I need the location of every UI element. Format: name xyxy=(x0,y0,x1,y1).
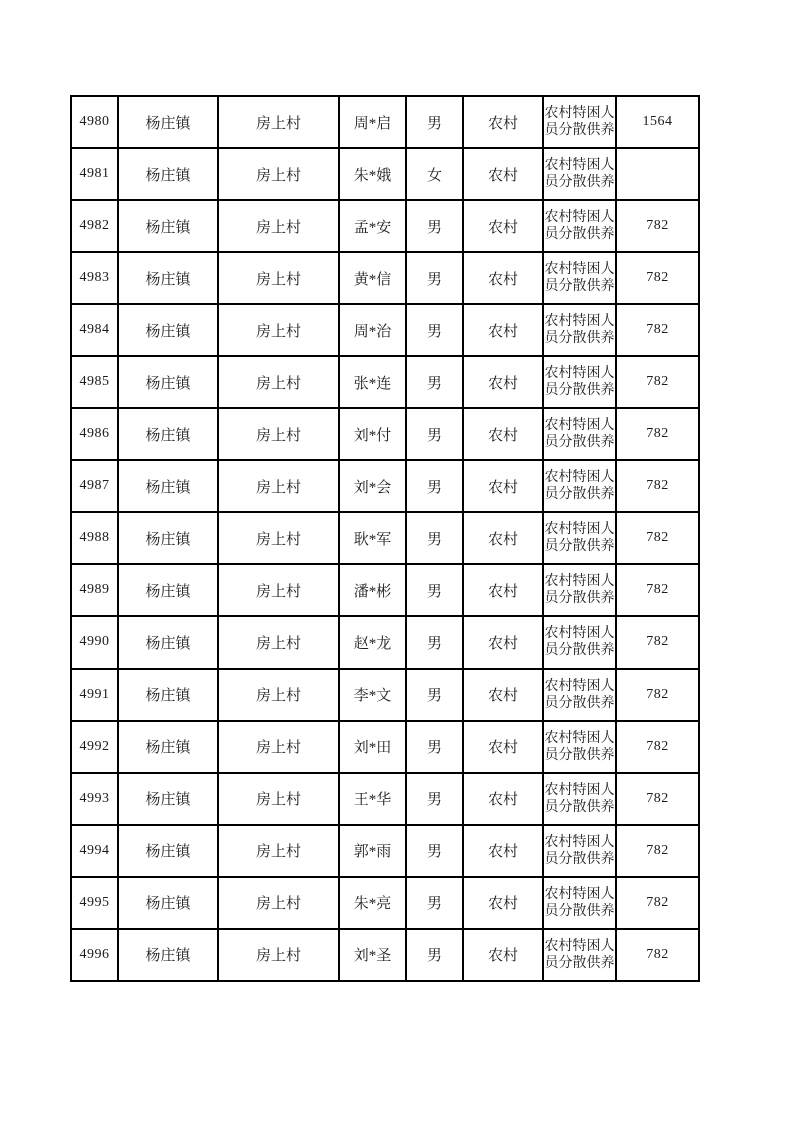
cell-residence-type: 农村 xyxy=(463,669,543,721)
cell-amount: 1564 xyxy=(616,96,699,148)
cell-residence-type: 农村 xyxy=(463,512,543,564)
cell-residence-type: 农村 xyxy=(463,721,543,773)
cell-town: 杨庄镇 xyxy=(118,721,218,773)
cell-serial-number: 4986 xyxy=(71,408,118,460)
cell-amount: 782 xyxy=(616,877,699,929)
table-row xyxy=(71,356,699,408)
cell-subsidy-category: 农村特困人员分散供养 xyxy=(543,929,616,981)
cell-amount: 782 xyxy=(616,929,699,981)
cell-town: 杨庄镇 xyxy=(118,148,218,200)
cell-serial-number: 4995 xyxy=(71,877,118,929)
table-row xyxy=(71,460,699,512)
cell-amount: 782 xyxy=(616,721,699,773)
cell-town: 杨庄镇 xyxy=(118,252,218,304)
cell-amount: 782 xyxy=(616,773,699,825)
table-row xyxy=(71,408,699,460)
table-row xyxy=(71,96,699,148)
cell-residence-type: 农村 xyxy=(463,408,543,460)
cell-amount: 782 xyxy=(616,616,699,668)
cell-village: 房上村 xyxy=(218,304,339,356)
table-row xyxy=(71,148,699,200)
cell-amount: 782 xyxy=(616,356,699,408)
cell-residence-type: 农村 xyxy=(463,825,543,877)
cell-amount: 782 xyxy=(616,825,699,877)
cell-serial-number: 4989 xyxy=(71,564,118,616)
cell-gender: 男 xyxy=(406,356,463,408)
cell-serial-number: 4981 xyxy=(71,148,118,200)
cell-village: 房上村 xyxy=(218,252,339,304)
cell-village: 房上村 xyxy=(218,460,339,512)
cell-person-name: 黄*信 xyxy=(339,252,406,304)
cell-village: 房上村 xyxy=(218,200,339,252)
cell-person-name: 赵*龙 xyxy=(339,616,406,668)
cell-town: 杨庄镇 xyxy=(118,460,218,512)
cell-village: 房上村 xyxy=(218,148,339,200)
cell-town: 杨庄镇 xyxy=(118,304,218,356)
cell-gender: 男 xyxy=(406,773,463,825)
cell-person-name: 周*启 xyxy=(339,96,406,148)
cell-town: 杨庄镇 xyxy=(118,200,218,252)
table-row xyxy=(71,773,699,825)
cell-serial-number: 4988 xyxy=(71,512,118,564)
cell-person-name: 刘*田 xyxy=(339,721,406,773)
cell-subsidy-category: 农村特困人员分散供养 xyxy=(543,252,616,304)
cell-village: 房上村 xyxy=(218,564,339,616)
cell-subsidy-category: 农村特困人员分散供养 xyxy=(543,96,616,148)
cell-town: 杨庄镇 xyxy=(118,512,218,564)
cell-residence-type: 农村 xyxy=(463,929,543,981)
cell-village: 房上村 xyxy=(218,825,339,877)
cell-serial-number: 4985 xyxy=(71,356,118,408)
cell-residence-type: 农村 xyxy=(463,616,543,668)
table-row xyxy=(71,669,699,721)
cell-gender: 男 xyxy=(406,877,463,929)
cell-serial-number: 4993 xyxy=(71,773,118,825)
table-row xyxy=(71,564,699,616)
cell-subsidy-category: 农村特困人员分散供养 xyxy=(543,408,616,460)
cell-residence-type: 农村 xyxy=(463,200,543,252)
table-row xyxy=(71,825,699,877)
cell-gender: 男 xyxy=(406,460,463,512)
cell-person-name: 刘*圣 xyxy=(339,929,406,981)
cell-residence-type: 农村 xyxy=(463,773,543,825)
cell-residence-type: 农村 xyxy=(463,356,543,408)
cell-serial-number: 4992 xyxy=(71,721,118,773)
cell-gender: 男 xyxy=(406,304,463,356)
cell-town: 杨庄镇 xyxy=(118,616,218,668)
cell-village: 房上村 xyxy=(218,408,339,460)
cell-person-name: 李*文 xyxy=(339,669,406,721)
cell-residence-type: 农村 xyxy=(463,460,543,512)
cell-residence-type: 农村 xyxy=(463,148,543,200)
cell-amount xyxy=(616,148,699,200)
cell-subsidy-category: 农村特困人员分散供养 xyxy=(543,304,616,356)
table-row xyxy=(71,877,699,929)
cell-person-name: 朱*亮 xyxy=(339,877,406,929)
cell-person-name: 郭*雨 xyxy=(339,825,406,877)
cell-gender: 男 xyxy=(406,929,463,981)
cell-town: 杨庄镇 xyxy=(118,773,218,825)
cell-person-name: 周*治 xyxy=(339,304,406,356)
cell-gender: 男 xyxy=(406,564,463,616)
cell-gender: 男 xyxy=(406,200,463,252)
cell-person-name: 朱*娥 xyxy=(339,148,406,200)
cell-subsidy-category: 农村特困人员分散供养 xyxy=(543,669,616,721)
cell-gender: 男 xyxy=(406,616,463,668)
cell-subsidy-category: 农村特困人员分散供养 xyxy=(543,877,616,929)
cell-amount: 782 xyxy=(616,512,699,564)
table-row xyxy=(71,721,699,773)
cell-gender: 男 xyxy=(406,96,463,148)
cell-town: 杨庄镇 xyxy=(118,825,218,877)
cell-village: 房上村 xyxy=(218,773,339,825)
cell-person-name: 刘*付 xyxy=(339,408,406,460)
cell-village: 房上村 xyxy=(218,669,339,721)
cell-residence-type: 农村 xyxy=(463,877,543,929)
table-row xyxy=(71,304,699,356)
cell-subsidy-category: 农村特困人员分散供养 xyxy=(543,721,616,773)
cell-amount: 782 xyxy=(616,564,699,616)
cell-gender: 男 xyxy=(406,825,463,877)
cell-village: 房上村 xyxy=(218,721,339,773)
welfare-roster-table xyxy=(70,95,700,982)
cell-subsidy-category: 农村特困人员分散供养 xyxy=(543,460,616,512)
cell-village: 房上村 xyxy=(218,356,339,408)
cell-town: 杨庄镇 xyxy=(118,929,218,981)
cell-subsidy-category: 农村特困人员分散供养 xyxy=(543,616,616,668)
cell-gender: 女 xyxy=(406,148,463,200)
table-row xyxy=(71,200,699,252)
cell-gender: 男 xyxy=(406,252,463,304)
cell-serial-number: 4984 xyxy=(71,304,118,356)
cell-subsidy-category: 农村特困人员分散供养 xyxy=(543,773,616,825)
cell-village: 房上村 xyxy=(218,96,339,148)
cell-village: 房上村 xyxy=(218,512,339,564)
cell-residence-type: 农村 xyxy=(463,252,543,304)
cell-amount: 782 xyxy=(616,460,699,512)
table-row xyxy=(71,252,699,304)
cell-serial-number: 4991 xyxy=(71,669,118,721)
cell-village: 房上村 xyxy=(218,929,339,981)
table-row xyxy=(71,929,699,981)
cell-person-name: 耿*军 xyxy=(339,512,406,564)
cell-subsidy-category: 农村特困人员分散供养 xyxy=(543,356,616,408)
cell-gender: 男 xyxy=(406,721,463,773)
cell-serial-number: 4994 xyxy=(71,825,118,877)
cell-town: 杨庄镇 xyxy=(118,877,218,929)
cell-residence-type: 农村 xyxy=(463,564,543,616)
cell-town: 杨庄镇 xyxy=(118,356,218,408)
cell-village: 房上村 xyxy=(218,616,339,668)
cell-subsidy-category: 农村特困人员分散供养 xyxy=(543,564,616,616)
cell-subsidy-category: 农村特困人员分散供养 xyxy=(543,200,616,252)
cell-amount: 782 xyxy=(616,669,699,721)
cell-person-name: 孟*安 xyxy=(339,200,406,252)
cell-village: 房上村 xyxy=(218,877,339,929)
cell-amount: 782 xyxy=(616,304,699,356)
cell-person-name: 刘*会 xyxy=(339,460,406,512)
cell-serial-number: 4980 xyxy=(71,96,118,148)
records-body xyxy=(71,96,699,981)
cell-residence-type: 农村 xyxy=(463,304,543,356)
cell-gender: 男 xyxy=(406,669,463,721)
cell-town: 杨庄镇 xyxy=(118,669,218,721)
table-row xyxy=(71,616,699,668)
cell-amount: 782 xyxy=(616,200,699,252)
cell-amount: 782 xyxy=(616,408,699,460)
cell-town: 杨庄镇 xyxy=(118,564,218,616)
cell-gender: 男 xyxy=(406,512,463,564)
cell-serial-number: 4987 xyxy=(71,460,118,512)
cell-serial-number: 4983 xyxy=(71,252,118,304)
cell-subsidy-category: 农村特困人员分散供养 xyxy=(543,512,616,564)
cell-serial-number: 4996 xyxy=(71,929,118,981)
cell-person-name: 王*华 xyxy=(339,773,406,825)
cell-subsidy-category: 农村特困人员分散供养 xyxy=(543,148,616,200)
table-row xyxy=(71,512,699,564)
cell-town: 杨庄镇 xyxy=(118,96,218,148)
cell-person-name: 潘*彬 xyxy=(339,564,406,616)
cell-serial-number: 4982 xyxy=(71,200,118,252)
cell-subsidy-category: 农村特困人员分散供养 xyxy=(543,825,616,877)
cell-serial-number: 4990 xyxy=(71,616,118,668)
cell-residence-type: 农村 xyxy=(463,96,543,148)
cell-town: 杨庄镇 xyxy=(118,408,218,460)
cell-gender: 男 xyxy=(406,408,463,460)
cell-person-name: 张*连 xyxy=(339,356,406,408)
cell-amount: 782 xyxy=(616,252,699,304)
